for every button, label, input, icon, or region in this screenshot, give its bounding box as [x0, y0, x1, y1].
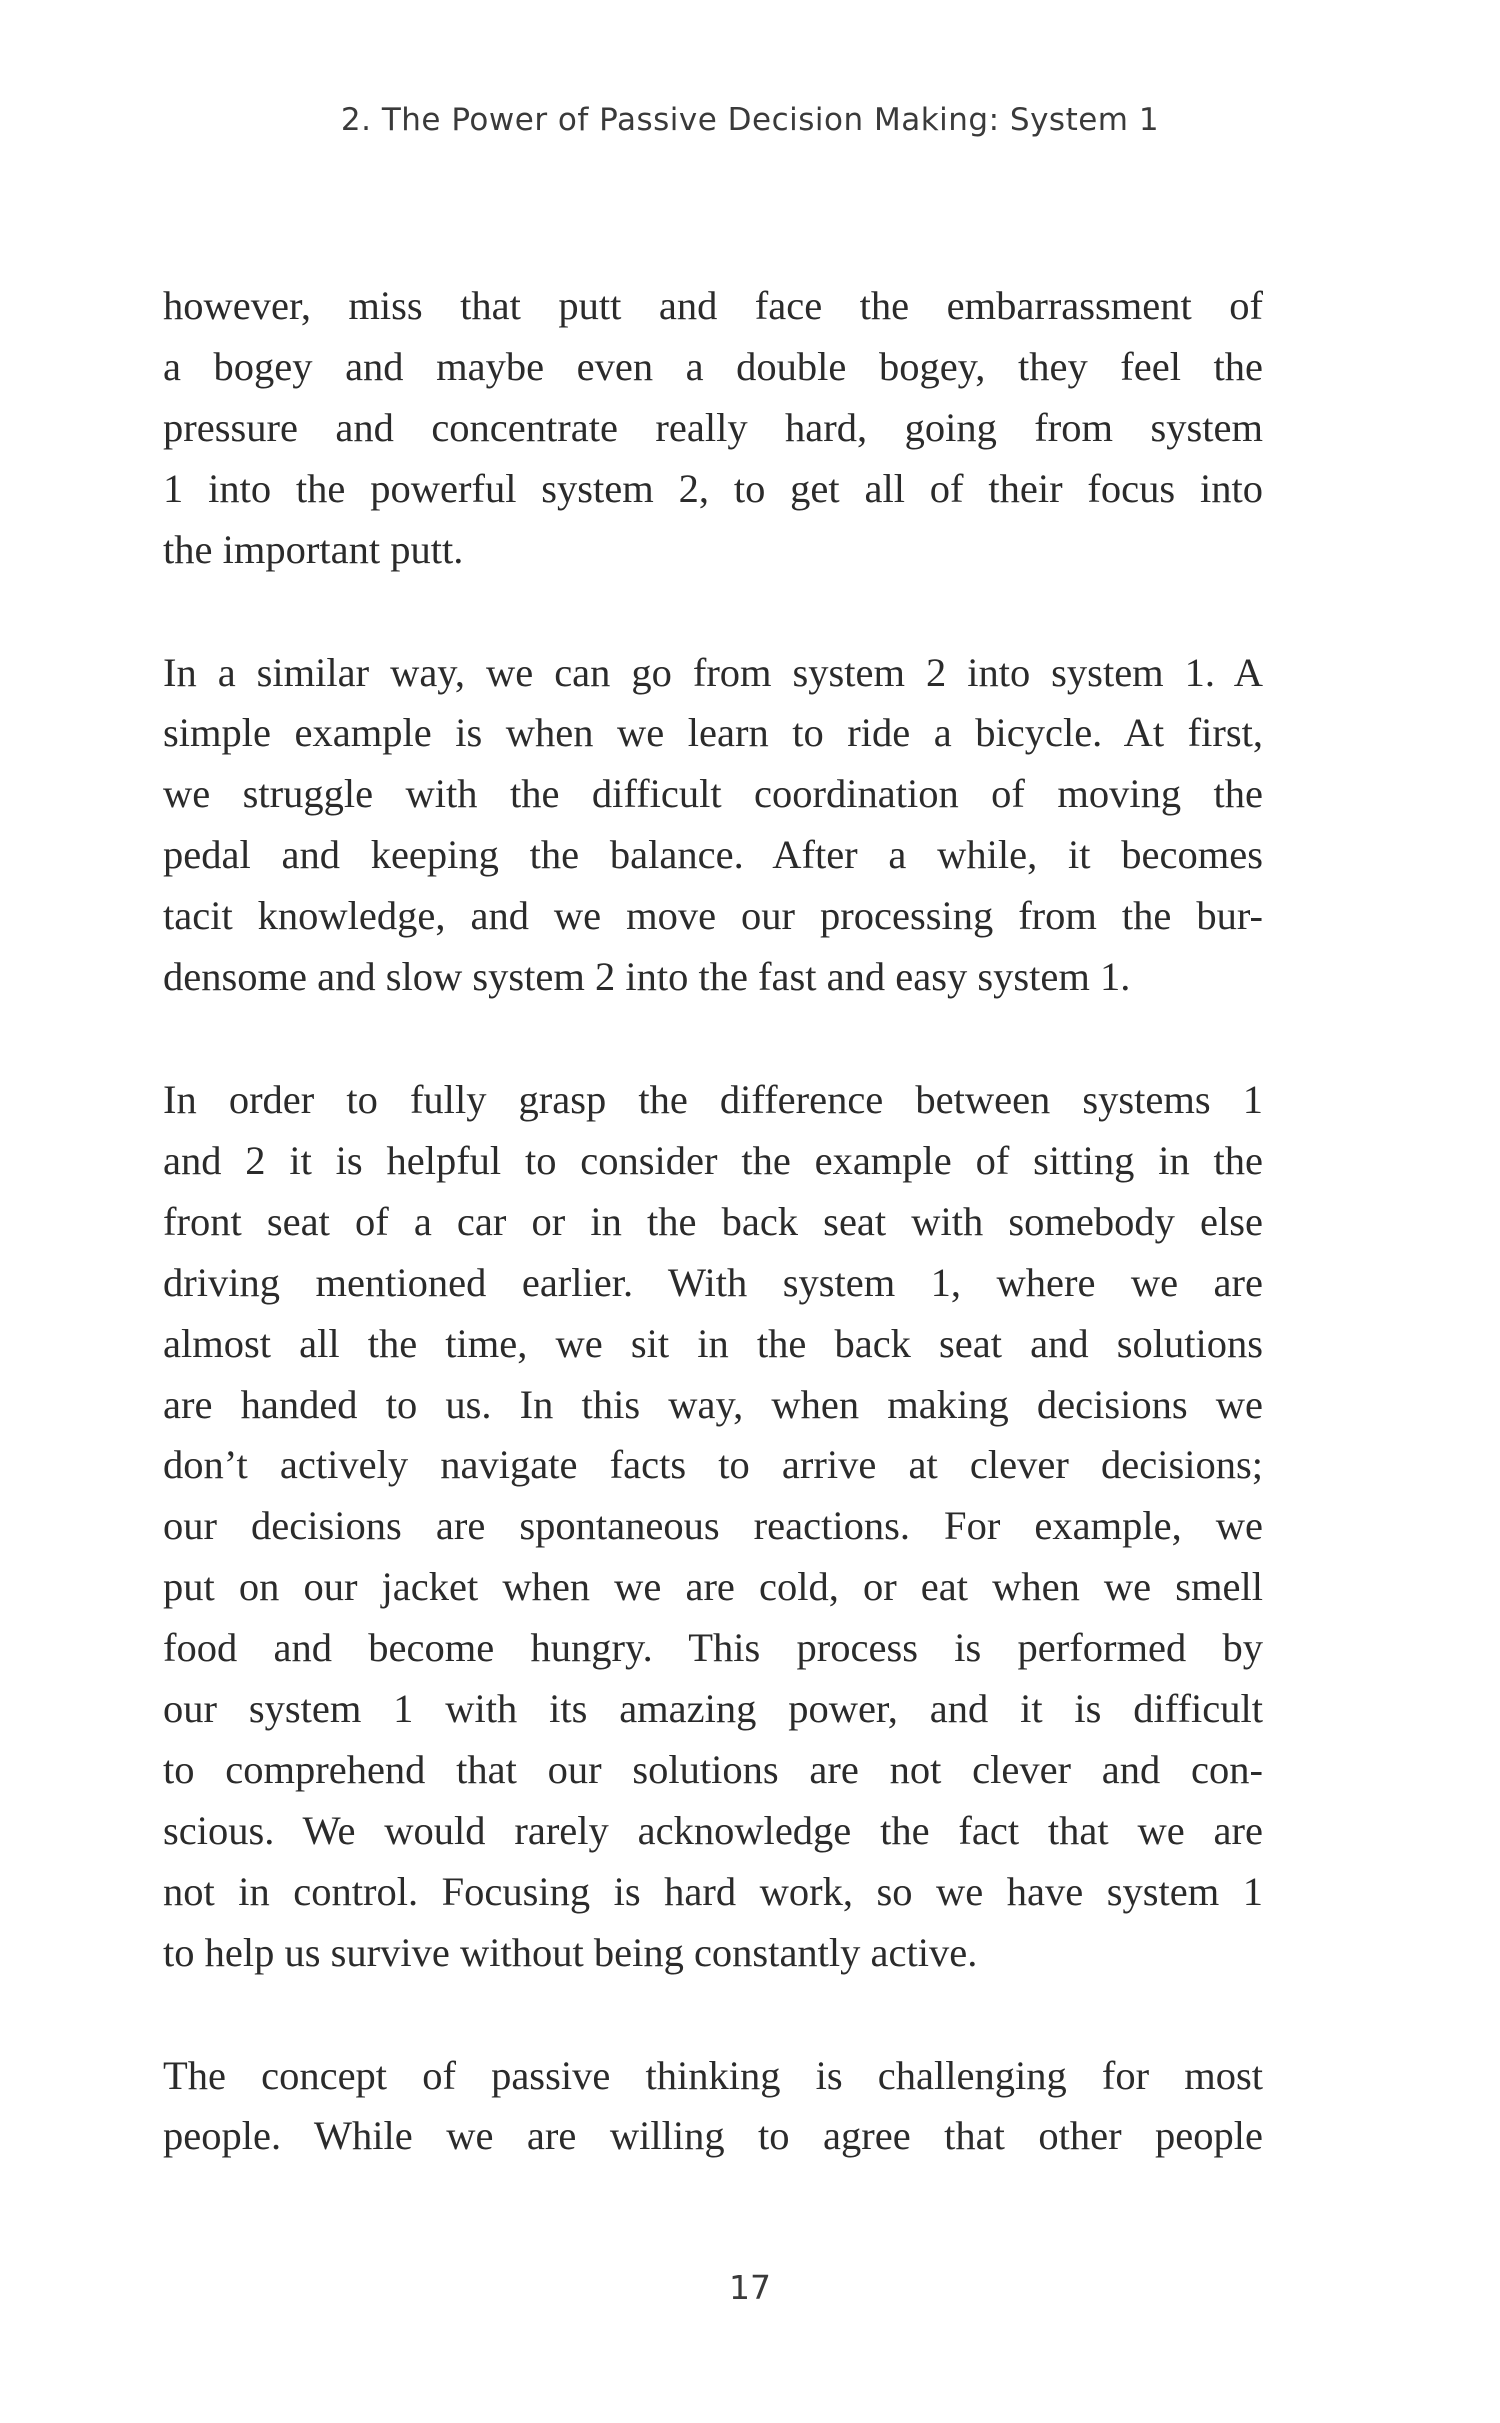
- text-line: driving mentioned earlier. With system 1, where we are: [163, 1259, 1263, 1305]
- paragraph-3: [163, 1070, 1263, 1984]
- text-line: The concept of passive thinking is challenging for most: [163, 2052, 1263, 2098]
- text-line: simple example is when we learn to ride a bicycle. At first,: [163, 710, 1263, 756]
- text-line: don’t actively navigate facts to arrive at clever decisions;: [163, 1442, 1263, 1488]
- text-line: to comprehend that our solutions are not clever and con-: [163, 1746, 1263, 1792]
- text-line: front seat of a car or in the back seat with somebody else: [163, 1198, 1263, 1244]
- text-line: pedal and keeping the balance. After a while, it becomes: [163, 832, 1263, 878]
- text-line: the important putt.: [163, 526, 464, 572]
- text-line: put on our jacket when we are cold, or eat when we smell: [163, 1564, 1263, 1610]
- text-line: a bogey and maybe even a double bogey, they feel the: [163, 343, 1263, 389]
- paragraph-4: [163, 2046, 1263, 2168]
- text-line: almost all the time, we sit in the back seat and solutions: [163, 1320, 1263, 1366]
- body-text: [163, 276, 1263, 2229]
- text-line: we struggle with the difficult coordination of moving the: [163, 771, 1263, 817]
- text-line: to help us survive without being constantly active.: [163, 1929, 978, 1975]
- text-line: our system 1 with its amazing power, and it is difficult: [163, 1686, 1263, 1732]
- running-header: 2. The Power of Passive Decision Making: System 1: [340, 102, 1160, 138]
- page-number: 17: [729, 2268, 771, 2307]
- text-line: not in control. Focusing is hard work, so we have system 1: [163, 1868, 1263, 1914]
- text-line: In a similar way, we can go from system 2 into system 1. A: [163, 649, 1263, 695]
- text-line: our decisions are spontaneous reactions. For example, we: [163, 1503, 1263, 1549]
- text-line: 1 into the powerful system 2, to get all of their focus into: [163, 465, 1263, 511]
- text-line: scious. We would rarely acknowledge the fact that we are: [163, 1807, 1263, 1853]
- text-line: densome and slow system 2 into the fast and easy system 1.: [163, 954, 1131, 1000]
- text-line: tacit knowledge, and we move our processing from the bur-: [163, 893, 1263, 939]
- text-line: however, miss that putt and face the embarrassment of: [163, 283, 1263, 328]
- paragraph-2: [163, 643, 1263, 1008]
- text-line: are handed to us. In this way, when making decisions we: [163, 1381, 1263, 1427]
- text-line: pressure and concentrate really hard, going from system: [163, 404, 1263, 450]
- paragraph-1: [163, 276, 1263, 581]
- text-line: food and become hungry. This process is performed by: [163, 1625, 1263, 1671]
- text-line: In order to fully grasp the difference between systems 1: [163, 1076, 1263, 1122]
- text-line: and 2 it is helpful to consider the example of sitting in the: [163, 1137, 1263, 1183]
- text-line: people. While we are willing to agree that other people: [163, 2113, 1263, 2159]
